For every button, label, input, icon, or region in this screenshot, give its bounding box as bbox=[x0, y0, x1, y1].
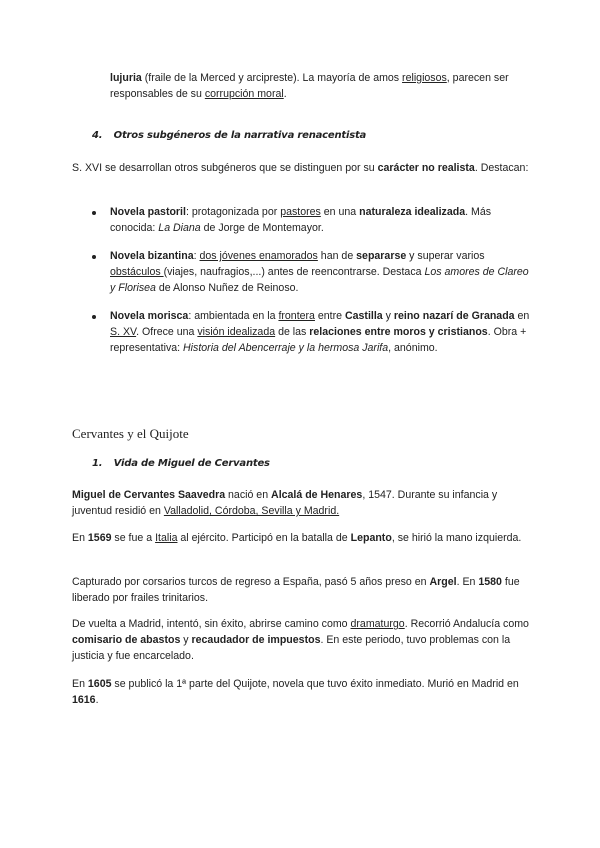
paragraph-birth bbox=[72, 487, 532, 519]
text: . Obra + representativa: bbox=[110, 326, 527, 354]
text: , 1547. Durante su infancia y juventud residió en bbox=[72, 489, 498, 517]
bold-text: Novela pastoril bbox=[110, 206, 186, 218]
text: . Más conocida: bbox=[110, 206, 492, 234]
text: en una bbox=[320, 206, 360, 218]
text: : ambientada en la bbox=[188, 310, 279, 322]
list-item-bizantina bbox=[110, 248, 530, 296]
text: de las bbox=[275, 326, 310, 338]
section-number: 4. bbox=[92, 130, 103, 141]
underline-text: Italia bbox=[155, 532, 178, 544]
text: han de bbox=[317, 250, 357, 262]
text: . En bbox=[456, 576, 479, 588]
text: y superar varios bbox=[406, 250, 485, 262]
bold-text: 1616 bbox=[72, 694, 96, 706]
subsection-heading-vida bbox=[92, 458, 270, 469]
bold-text: recaudador de impuestos bbox=[191, 634, 321, 646]
bold-text: reino nazarí de Granada bbox=[393, 310, 515, 322]
intro-text: (fraile de la Merced y arcipreste). La mayoría de amos bbox=[141, 72, 403, 84]
paragraph-madrid bbox=[72, 616, 532, 664]
italic-text: Historia del Abencerraje y la hermosa Jarifa bbox=[183, 342, 389, 354]
bold-text: naturaleza idealizada bbox=[359, 206, 466, 218]
paragraph-captivity bbox=[72, 574, 532, 606]
subsection-number: 1. bbox=[92, 458, 103, 469]
text: En bbox=[72, 532, 88, 544]
intro-paragraph bbox=[110, 70, 530, 102]
bullet-icon bbox=[92, 315, 96, 319]
bold-text: 1580 bbox=[478, 576, 502, 588]
text: y bbox=[382, 310, 394, 322]
bold-text: 1605 bbox=[87, 678, 112, 690]
text: de Jorge de Montemayor. bbox=[200, 222, 324, 234]
intro-text: . bbox=[283, 88, 287, 100]
section-title: Otros subgéneros de la narrativa renacentista bbox=[113, 130, 367, 141]
text: fue liberado por frailes trinitarios. bbox=[72, 576, 520, 604]
bullet-icon bbox=[92, 255, 96, 259]
underline-text: dramaturgo bbox=[350, 618, 405, 630]
section-4-heading bbox=[92, 130, 366, 141]
bold-text: carácter no realista bbox=[377, 162, 475, 174]
text: y bbox=[180, 634, 192, 646]
text: Capturado por corsarios turcos de regreso a España, pasó 5 años preso en bbox=[72, 576, 430, 588]
text: (viajes, naufragios,...) antes de reencontrarse. Destaca bbox=[163, 266, 425, 278]
text: se publicó la 1ª parte del Quijote, novela que tuvo éxito inmediato. Murió en Madrid en bbox=[111, 678, 519, 690]
text: En bbox=[72, 678, 88, 690]
text: nació en bbox=[225, 489, 272, 501]
bold-text: separarse bbox=[356, 250, 407, 262]
underline-text: frontera bbox=[278, 310, 315, 322]
bold-text: Lepanto bbox=[350, 532, 392, 544]
text: S. XVI se desarrollan otros subgéneros que se distinguen por su bbox=[72, 162, 378, 174]
bold-text: Castilla bbox=[345, 310, 383, 322]
underline-text: pastores bbox=[280, 206, 321, 218]
text: en bbox=[514, 310, 530, 322]
paragraph-quijote bbox=[72, 676, 532, 708]
intro-bold: lujuria bbox=[110, 72, 142, 84]
text: , se hirió la mano izquierda. bbox=[391, 532, 522, 544]
section-heading-cervantes: Cervantes y el Quijote bbox=[72, 426, 189, 441]
bold-text: Novela morisca bbox=[110, 310, 189, 322]
bold-text: comisario de abastos bbox=[72, 634, 181, 646]
text: . Recorrió Andalucía como bbox=[404, 618, 529, 630]
paragraph-army bbox=[72, 530, 532, 546]
bold-text: Alcalá de Henares bbox=[271, 489, 363, 501]
underline-text: S. XV bbox=[110, 326, 137, 338]
text: . bbox=[95, 694, 99, 706]
text: se fue a bbox=[111, 532, 156, 544]
underline-text: obstáculos bbox=[110, 266, 164, 278]
bold-text: Argel bbox=[429, 576, 457, 588]
underline-text: Valladolid, Córdoba, Sevilla y Madrid. bbox=[163, 505, 340, 517]
list-item-pastoril bbox=[110, 204, 530, 236]
text: De vuelta a Madrid, intentó, sin éxito, abrirse camino como bbox=[72, 618, 351, 630]
bold-text: Miguel de Cervantes Saavedra bbox=[72, 489, 226, 501]
underline-text: dos jóvenes enamorados bbox=[199, 250, 318, 262]
bold-text: 1569 bbox=[87, 532, 112, 544]
section-4-intro bbox=[72, 160, 532, 176]
bullet-icon bbox=[92, 211, 96, 215]
text: : bbox=[193, 250, 200, 262]
italic-text: La Diana bbox=[158, 222, 201, 234]
text: . En este periodo, tuvo problemas con la justicia y fue encarcelado. bbox=[72, 634, 511, 662]
intro-text: , parecen ser responsables de su bbox=[110, 72, 509, 100]
text: entre bbox=[314, 310, 345, 322]
list-item-morisca bbox=[110, 308, 530, 356]
italic-text: Los amores de Clareo y Florisea bbox=[110, 266, 529, 294]
text: al ejército. Participó en la batalla de bbox=[177, 532, 351, 544]
text: . Ofrece una bbox=[136, 326, 198, 338]
text: . Destacan: bbox=[474, 162, 529, 174]
text: , anónimo. bbox=[388, 342, 438, 354]
underline-text: visión idealizada bbox=[197, 326, 276, 338]
text: de Alonso Nuñez de Reinoso. bbox=[155, 282, 299, 294]
intro-underline: corrupción moral bbox=[204, 88, 284, 100]
subsection-title: Vida de Miguel de Cervantes bbox=[113, 458, 270, 469]
text: : protagonizada por bbox=[185, 206, 281, 218]
intro-underline: religiosos bbox=[402, 72, 447, 84]
bold-text: Novela bizantina bbox=[110, 250, 194, 262]
bold-text: relaciones entre moros y cristianos bbox=[309, 326, 488, 338]
